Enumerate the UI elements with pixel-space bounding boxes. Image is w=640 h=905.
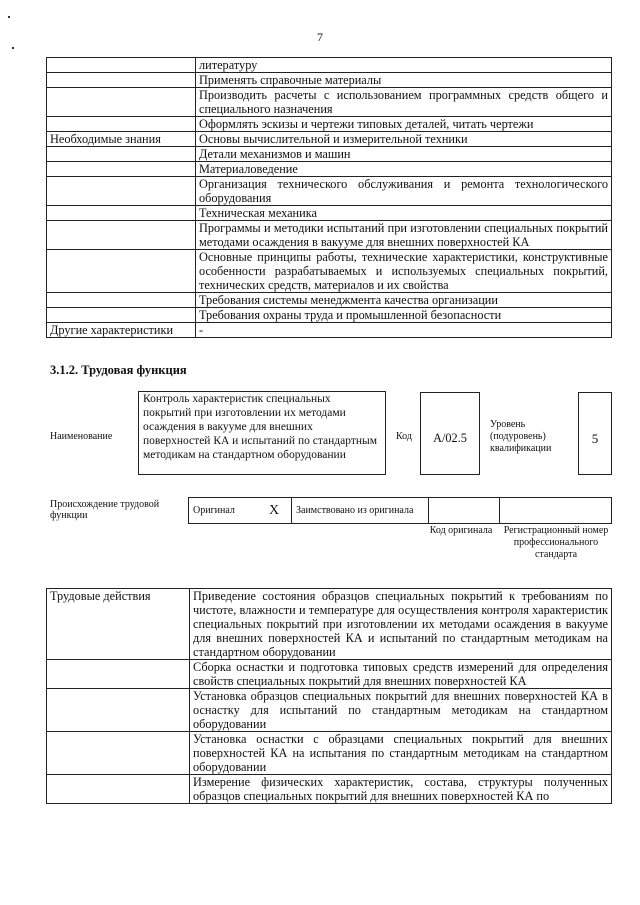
row-label: Другие характеристики xyxy=(47,323,196,338)
section-heading: 3.1.2. Трудовая функция xyxy=(50,363,187,377)
table-row xyxy=(47,88,612,117)
row-label xyxy=(47,660,190,689)
row-label xyxy=(47,689,190,732)
row-label xyxy=(47,177,196,206)
row-text: Производить расчеты с использованием программных средств общего и специального назначения xyxy=(196,88,612,117)
row-text: Измерение физических характеристик, состава, структуры полученных образцов специальных покрытий для внешних поверхностей КА по xyxy=(190,775,612,804)
row-label xyxy=(47,732,190,775)
reg-number-caption: Регистрационный номер профессионального стандарта xyxy=(503,525,609,560)
row-text: Материаловедение xyxy=(196,162,612,177)
row-text: Установка оснастки с образцами специальных покрытий для внешних поверхностей КА на испытания по стандартным методикам на стандартном оборудовании xyxy=(190,732,612,775)
table-row xyxy=(47,689,612,732)
row-label xyxy=(47,117,196,132)
row-text: Требования системы менеджмента качества организации xyxy=(196,293,612,308)
row-text: Сборка оснастки и подготовка типовых средств измерений для определения свойств специальных покрытий для внешних поверхностей КА xyxy=(190,660,612,689)
row-text: Оформлять эскизы и чертежи типовых деталей, читать чертежи xyxy=(196,117,612,132)
table-row xyxy=(47,147,612,162)
table-row xyxy=(47,293,612,308)
row-label xyxy=(47,58,196,73)
borrowed-label: Заимствовано из оригинала xyxy=(292,498,429,524)
function-code-box: A/02.5 xyxy=(420,392,480,475)
table-row xyxy=(189,498,612,524)
table-row xyxy=(47,206,612,221)
level-label: Уровень (подуровень) квалификации xyxy=(490,419,552,454)
row-label xyxy=(47,147,196,162)
scan-speck xyxy=(12,47,14,49)
page-number: 7 xyxy=(317,30,323,44)
labor-actions-table xyxy=(46,588,612,804)
row-text: Основы вычислительной и измерительной техники xyxy=(196,132,612,147)
row-label xyxy=(47,162,196,177)
name-label: Наименование xyxy=(50,431,113,442)
row-label xyxy=(47,308,196,323)
row-text: Детали механизмов и машин xyxy=(196,147,612,162)
row-label: Необходимые знания xyxy=(47,132,196,147)
row-label xyxy=(47,775,190,804)
code-original-cell xyxy=(429,498,500,524)
scan-speck xyxy=(8,16,10,18)
table-row xyxy=(47,58,612,73)
original-mark: X xyxy=(257,498,292,524)
code-label: Код xyxy=(396,431,412,442)
table-row xyxy=(47,221,612,250)
row-label xyxy=(47,221,196,250)
table-row xyxy=(47,132,612,147)
row-text: литературу xyxy=(196,58,612,73)
row-text: Требования охраны труда и промышленной безопасности xyxy=(196,308,612,323)
table-row xyxy=(47,250,612,293)
row-text: Организация технического обслуживания и ремонта технологического оборудования xyxy=(196,177,612,206)
skills-knowledge-table xyxy=(46,57,612,338)
table-row xyxy=(47,660,612,689)
row-text: Программы и методики испытаний при изготовлении специальных покрытий методами осаждения в вакууме для внешних поверхностей КА xyxy=(196,221,612,250)
table-row xyxy=(47,589,612,660)
code-original-caption: Код оригинала xyxy=(429,525,493,536)
table-row xyxy=(47,323,612,338)
origin-table xyxy=(188,497,612,524)
original-label: Оригинал xyxy=(189,498,258,524)
actions-label: Трудовые действия xyxy=(47,589,190,660)
table-row xyxy=(47,162,612,177)
row-label xyxy=(47,250,196,293)
table-row xyxy=(47,73,612,88)
table-row xyxy=(47,308,612,323)
row-label xyxy=(47,73,196,88)
row-text: Приведение состояния образцов специальных покрытий к требованиям по чистоте, влажности и температуре для осуществления контроля характеристик специальных покрытий при изготовлении их методами осаждения в вакууме для внешних поверхностей КА и испытаний по стандартным методикам на стандартном оборудовании xyxy=(190,589,612,660)
row-text: Основные принципы работы, технические характеристики, конструктивные особенности разрабатываемых и используемых специальных покрытий, технических средств, материалов и их свойства xyxy=(196,250,612,293)
table-row xyxy=(47,117,612,132)
table-row xyxy=(47,732,612,775)
row-text: Техническая механика xyxy=(196,206,612,221)
row-text: Установка образцов специальных покрытий для внешних поверхностей КА в оснастку для испытаний по стандартным методикам на стандартном оборудовании xyxy=(190,689,612,732)
table-row xyxy=(47,177,612,206)
origin-label: Происхождение трудовой функции xyxy=(50,499,160,521)
row-text: Применять справочные материалы xyxy=(196,73,612,88)
table-row xyxy=(47,775,612,804)
row-text: - xyxy=(196,323,612,338)
row-label xyxy=(47,88,196,117)
function-name-box: Контроль характеристик специальных покрытий при изготовлении их методами осаждения в вакууме для внешних поверхностей КА и испытаний по стандартным методикам на стандартном оборудовании xyxy=(138,391,386,475)
level-value-box: 5 xyxy=(578,392,612,475)
row-label xyxy=(47,206,196,221)
row-label xyxy=(47,293,196,308)
reg-number-cell xyxy=(500,498,612,524)
